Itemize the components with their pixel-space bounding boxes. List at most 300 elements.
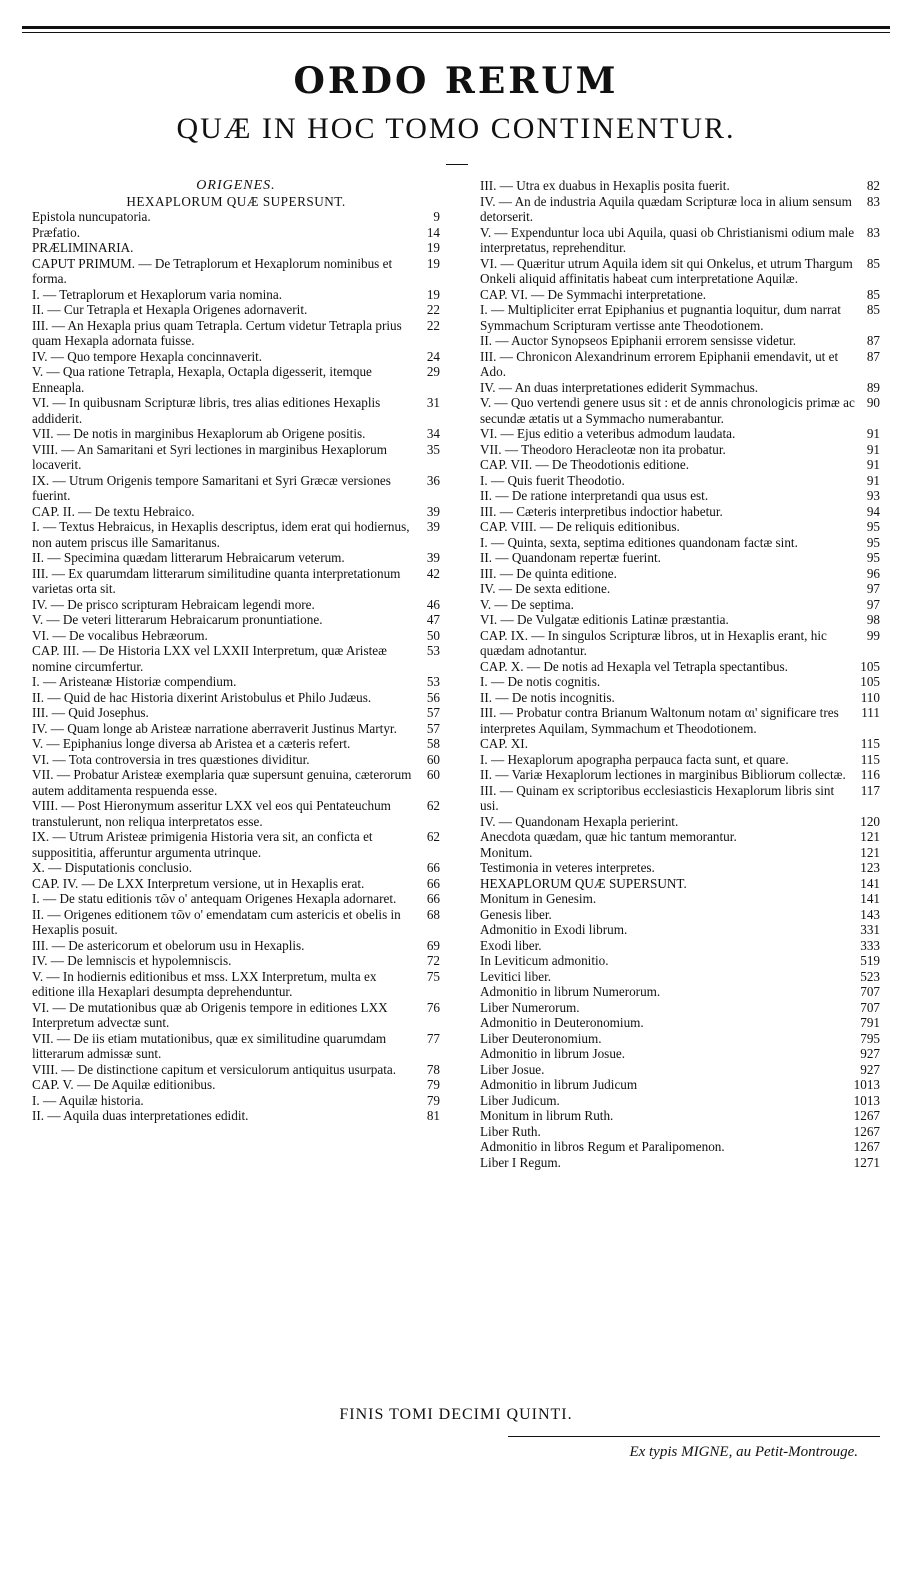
toc-entry-text: VIII. — An Samaritani et Syri lectiones in marginibus Hexaplorum locaverit.	[32, 441, 388, 472]
toc-entry	[480, 845, 880, 861]
toc-page-number: 116	[860, 767, 880, 782]
toc-entry-text: CAPUT PRIMUM. — De Tetraplorum et Hexaplorum nominibus et forma.	[32, 255, 393, 286]
toc-entry-text: Admonitio in librum Numerorum.	[480, 984, 661, 999]
toc-entry	[480, 984, 880, 1000]
toc-entry	[32, 736, 440, 752]
toc-entry-text: HEXAPLORUM QUÆ SUPERSUNT.	[480, 875, 687, 891]
toc-page-number: 62	[426, 829, 440, 844]
toc-entry	[32, 798, 440, 829]
toc-page-number: 121	[860, 844, 880, 860]
toc-entry-text: Admonitio in Deuteronomium.	[480, 1015, 644, 1030]
toc-page-number: 82	[866, 178, 880, 193]
toc-entry	[480, 922, 880, 938]
toc-entry-text: ORIGENES.	[196, 178, 276, 193]
toc-entry-text: Liber Deuteronomium.	[480, 1030, 602, 1046]
toc-entry	[480, 519, 880, 535]
toc-entry-text: II. — Aquila duas interpretationes edidit.	[32, 1108, 249, 1123]
toc-entry	[480, 1155, 880, 1171]
toc-page-number: 35	[426, 441, 440, 457]
toc-entry-text: V. — Quo vertendi genere usus sit : et de annis chronologicis primæ ac secundæ ætatis ut a Symmacho numerabantur.	[480, 395, 855, 426]
toc-entry-text: V. — Epiphanius longe diversa ab Aristea et a cæteris refert.	[32, 736, 351, 751]
toc-page-number: 83	[866, 224, 880, 240]
toc-page-number: 1013	[853, 1077, 880, 1092]
toc-page-number: 83	[866, 193, 880, 209]
toc-entry	[32, 597, 440, 613]
toc-entry-text: Exodi liber.	[480, 937, 542, 953]
toc-page-number: 707	[860, 999, 880, 1015]
toc-page-number: 115	[860, 736, 880, 751]
toc-page-number: 24	[426, 348, 440, 364]
toc-page-number: 81	[426, 1108, 440, 1123]
toc-page-number: 120	[860, 813, 880, 829]
toc-entry	[480, 1062, 880, 1078]
toc-entry	[480, 1000, 880, 1016]
toc-entry-text: Admonitio in librum Judicum	[480, 1077, 638, 1092]
toc-page-number: 85	[866, 286, 880, 302]
toc-entry	[32, 1077, 440, 1093]
toc-page-number: 31	[426, 395, 440, 410]
toc-entry-text: I. — Quinta, sexta, septima editiones quandonam factæ sint.	[480, 534, 798, 550]
toc-page-number: 523	[860, 968, 880, 984]
toc-entry-text: IX. — Utrum Aristeæ primigenia Historia vera sit, an conficta et supposititia, afferuntur argumenta utrinque.	[32, 829, 373, 860]
toc-page-number: 60	[426, 751, 440, 767]
toc-entry-text: HEXAPLORUM QUÆ SUPERSUNT.	[126, 193, 346, 209]
toc-entry	[480, 907, 880, 923]
toc-entry-text: CAP. X. — De notis ad Hexapla vel Tetrapla spectantibus.	[480, 658, 788, 674]
toc-page-number: 90	[866, 395, 880, 410]
toc-entry-text: VI. — Ejus editio a veteribus admodum laudata.	[480, 426, 736, 441]
toc-entry-text: I. — Textus Hebraicus, in Hexaplis descriptus, idem erat qui hodiernus, non autem priscus ille Samaritanus.	[32, 519, 410, 550]
toc-page-number: 57	[426, 720, 440, 736]
toc-entry	[480, 1077, 880, 1093]
toc-entry-text: Epistola nuncupatoria.	[32, 209, 151, 224]
toc-page-number: 1271	[853, 1154, 880, 1170]
toc-page-number: 19	[426, 255, 440, 271]
toc-page-number: 96	[866, 565, 880, 581]
toc-page-number: 117	[860, 782, 880, 798]
printer-imprint: Ex typis MIGNE, au Petit-Montrouge.	[629, 1444, 858, 1460]
toc-entry-text: III. — Quid Josephus.	[32, 705, 149, 720]
toc-page-number: 97	[866, 596, 880, 612]
toc-entry-text: V. — De septima.	[480, 596, 574, 612]
toc-entry	[32, 674, 440, 690]
toc-entry	[32, 302, 440, 318]
toc-entry	[480, 535, 880, 551]
toc-entry	[32, 395, 440, 426]
toc-entry-text: II. — Cur Tetrapla et Hexapla Origenes adornaverit.	[32, 302, 308, 317]
toc-entry	[480, 690, 880, 706]
toc-page-number: 39	[426, 519, 440, 534]
toc-entry-text: V. — In hodiernis editionibus et mss. LXX Interpretum, multa ex editione illa Hexaplari desumpta deprehenduntur.	[32, 968, 377, 999]
toc-entry	[32, 1062, 440, 1078]
toc-entry-text: CAP. VI. — De Symmachi interpretatione.	[480, 286, 707, 302]
toc-page-number: 79	[426, 1092, 440, 1108]
toc-page-number: 141	[860, 891, 880, 906]
toc-entry-text: VI. — De vocalibus Hebræorum.	[32, 627, 208, 643]
toc-entry	[480, 814, 880, 830]
toc-entry	[32, 628, 440, 644]
toc-entry	[480, 705, 880, 736]
toc-page-number: 87	[866, 348, 880, 364]
toc-entry-text: VI. — Quæritur utrum Aquila idem sit qui Onkelus, et utrum Thargum Onkeli aliquid affinitatis habeat cum interpretatione Aquilæ.	[480, 255, 853, 286]
toc-entry	[480, 504, 880, 520]
toc-entry-text: IV. — An duas interpretationes ediderit Symmachus.	[480, 379, 759, 395]
toc-page-number: 19	[426, 286, 440, 302]
toc-entry-text: CAP. III. — De Historia LXX vel LXXII Interpretum, quæ Aristeæ nomine circumfertur.	[32, 643, 387, 674]
toc-page-number: 791	[860, 1015, 880, 1030]
toc-entry-text: II. — Variæ Hexaplorum lectiones in marginibus Bibliorum collectæ.	[480, 767, 846, 782]
toc-entry-text: I. — Hexaplorum apographa perpauca facta sunt, et quare.	[480, 751, 789, 767]
toc-entry	[480, 488, 880, 504]
toc-entry	[32, 256, 440, 287]
toc-entry-text: CAP. VIII. — De reliquis editionibus.	[480, 519, 680, 534]
toc-page-number: 69	[426, 937, 440, 953]
toc-entry-text: CAP. V. — De Aquilæ editionibus.	[32, 1077, 216, 1092]
toc-entry-text: VIII. — Post Hieronymum asseritur LXX vel eos qui Pentateuchum transtulerunt, non reliqua interpretatos esse.	[32, 798, 391, 829]
toc-entry	[32, 225, 440, 241]
toc-entry-text: CAP. IV. — De LXX Interpretum versione, ut in Hexaplis erat.	[32, 875, 365, 891]
toc-entry-text: In Leviticum admonitio.	[480, 953, 609, 968]
toc-entry	[32, 1031, 440, 1062]
toc-entry-text: Testimonia in veteres interpretes.	[480, 860, 655, 875]
toc-page-number: 98	[866, 612, 880, 627]
toc-entry-text: IV. — Quam longe ab Aristeæ narratione aberraverit Justinus Martyr.	[32, 720, 397, 736]
toc-page-number: 22	[426, 317, 440, 333]
toc-entry	[32, 1000, 440, 1031]
toc-entry	[480, 1124, 880, 1140]
toc-entry-text: II. — De ratione interpretandi qua usus est.	[480, 488, 709, 503]
toc-entry	[480, 1046, 880, 1062]
toc-page-number: 66	[426, 875, 440, 891]
toc-entry-text: CAP. VII. — De Theodotionis editione.	[480, 457, 690, 472]
toc-entry	[480, 752, 880, 768]
toc-entry-text: IV. — De prisco scripturam Hebraicam legendi more.	[32, 596, 315, 612]
toc-page-number: 111	[861, 705, 880, 720]
toc-entry	[480, 767, 880, 783]
toc-page-number: 105	[860, 674, 880, 689]
toc-page-number: 93	[866, 488, 880, 503]
toc-page-number: 34	[426, 426, 440, 441]
toc-entry-text: Levitici liber.	[480, 968, 552, 984]
toc-page-number: 110	[860, 689, 880, 705]
toc-entry	[32, 473, 440, 504]
toc-page-number: 66	[426, 891, 440, 906]
toc-page-number: 19	[426, 240, 440, 255]
toc-entry-text: VII. — Probatur Aristeæ exemplaria quæ supersunt genuina, cæterorum autem additamenta respuenda esse.	[32, 767, 412, 798]
toc-entry	[32, 690, 440, 706]
toc-entry	[32, 364, 440, 395]
toc-entry-text: IV. — De sexta editione.	[480, 581, 611, 596]
toc-page-number: 85	[866, 302, 880, 317]
toc-entry	[480, 1031, 880, 1047]
toc-entry	[32, 287, 440, 303]
toc-entry	[480, 612, 880, 628]
toc-entry-text: III. — Ex quarumdam litterarum similitudine quanta interpretationum varietas orta sit.	[32, 565, 401, 596]
toc-entry	[32, 442, 440, 473]
toc-entry	[32, 891, 440, 907]
toc-entry	[480, 969, 880, 985]
toc-entry	[480, 829, 880, 845]
toc-page-number: 95	[866, 550, 880, 565]
toc-entry	[480, 1139, 880, 1155]
toc-entry-text: Genesis liber.	[480, 906, 552, 922]
toc-page-number: 1267	[853, 1108, 880, 1123]
toc-entry	[480, 225, 880, 256]
toc-entry-text: V. — Expenduntur loca ubi Aquila, quasi ob Christianismi odium male interpretatus, reprehenditur.	[480, 224, 855, 255]
toc-entry	[32, 178, 440, 194]
toc-entry	[480, 550, 880, 566]
toc-entry-text: II. — Quid de hac Historia dixerint Aristobulus et Philo Judæus.	[32, 689, 372, 705]
toc-page-number: 105	[860, 658, 880, 674]
toc-entry	[32, 318, 440, 349]
toc-entry	[32, 426, 440, 442]
toc-entry	[480, 178, 880, 194]
toc-entry-text: Monitum in Genesim.	[480, 891, 597, 906]
toc-entry-text: I. — De notis cognitis.	[480, 674, 601, 689]
toc-entry	[32, 876, 440, 892]
toc-page-number: 39	[426, 550, 440, 565]
toc-page-number: 121	[860, 829, 880, 844]
toc-entry-text: Anecdota quædam, quæ hic tantum memorantur.	[480, 829, 737, 844]
toc-page-number: 927	[860, 1046, 880, 1061]
toc-page-number: 72	[426, 953, 440, 968]
toc-page-number: 331	[860, 922, 880, 937]
toc-page-number: 22	[426, 302, 440, 317]
toc-page-number: 47	[426, 612, 440, 627]
toc-entry-text: VI. — De mutationibus quæ ab Origenis tempore in editiones LXX Interpretum advectæ sunt.	[32, 999, 388, 1030]
toc-page-number: 56	[426, 689, 440, 705]
toc-entry-text: Liber Ruth.	[480, 1123, 541, 1139]
toc-entry	[32, 767, 440, 798]
toc-page-number: 60	[426, 767, 440, 782]
toc-entry	[480, 674, 880, 690]
toc-entry	[32, 938, 440, 954]
toc-entry-text: VI. — De Vulgatæ editionis Latinæ præstantia.	[480, 612, 729, 627]
toc-entry	[480, 256, 880, 287]
toc-entry	[480, 783, 880, 814]
toc-entry	[480, 628, 880, 659]
toc-entry	[480, 938, 880, 954]
toc-entry	[32, 829, 440, 860]
toc-page-number: 57	[426, 705, 440, 720]
toc-entry-text: III. — Chronicon Alexandrinum errorem Epiphanii emendavit, ut et Ado.	[480, 348, 839, 379]
toc-entry-text: VI. — In quibusnam Scripturæ libris, tres alias editiones Hexaplis addiderit.	[32, 395, 381, 426]
toc-entry	[480, 380, 880, 396]
toc-entry-text: IV. — Quandonam Hexapla perierint.	[480, 813, 679, 829]
toc-page-number: 78	[426, 1061, 440, 1077]
top-thin-rule	[22, 32, 890, 33]
toc-page-number: 91	[866, 472, 880, 488]
toc-entry-text: III. — Probatur contra Brianum Waltonum notam αι' significare tres interpretes Aquilam, Symmachum et Theodotionem.	[480, 705, 839, 736]
toc-page-number: 927	[860, 1061, 880, 1077]
toc-page-number: 123	[860, 860, 880, 875]
toc-entry	[32, 240, 440, 256]
toc-entry-text: Admonitio in libros Regum et Paralipomenon.	[480, 1139, 725, 1154]
toc-entry	[480, 1093, 880, 1109]
toc-entry	[480, 876, 880, 892]
toc-page-number: 91	[866, 441, 880, 457]
toc-page-number: 141	[860, 875, 880, 891]
toc-entry	[480, 597, 880, 613]
finis-line: FINIS TOMI DECIMI QUINTI.	[339, 1406, 573, 1423]
toc-page-number: 87	[866, 333, 880, 348]
toc-page-number: 795	[860, 1030, 880, 1046]
toc-page-number: 1267	[853, 1139, 880, 1154]
toc-page-number: 91	[866, 457, 880, 472]
toc-page-number: 42	[426, 565, 440, 581]
toc-page-number: 94	[866, 503, 880, 519]
toc-entry-text: VIII. — De distinctione capitum et versiculorum antiquitus usurpata.	[32, 1061, 397, 1077]
toc-entry-text: I. — Aristeanæ Historiæ compendium.	[32, 674, 237, 689]
toc-entry-text: II. — Auctor Synopseos Epiphanii errorem sensisse videtur.	[480, 333, 797, 348]
toc-entry-text: II. — Quandonam repertæ fuerint.	[480, 550, 661, 565]
toc-entry	[480, 457, 880, 473]
toc-entry	[480, 736, 880, 752]
toc-entry	[32, 705, 440, 721]
toc-entry	[32, 953, 440, 969]
toc-page-number: 91	[866, 426, 880, 441]
toc-entry	[480, 194, 880, 225]
toc-entry	[32, 209, 440, 225]
toc-page-number: 115	[860, 751, 880, 767]
toc-entry	[480, 442, 880, 458]
toc-page-number: 76	[426, 999, 440, 1015]
toc-page-number: 85	[866, 255, 880, 271]
toc-entry-text: Liber I Regum.	[480, 1154, 561, 1170]
toc-entry-text: V. — Qua ratione Tetrapla, Hexapla, Octapla digesserit, itemque Enneapla.	[32, 364, 372, 395]
toc-page-number: 95	[866, 519, 880, 534]
toc-entry-text: VII. — De notis in marginibus Hexaplorum ab Origene positis.	[32, 426, 366, 441]
toc-entry-text: CAP. IX. — In singulos Scripturæ libros, ut in Hexaplis erant, hic quædam adnotantur.	[480, 627, 827, 658]
toc-entry	[32, 860, 440, 876]
toc-entry	[32, 752, 440, 768]
toc-page-number: 39	[426, 503, 440, 519]
toc-page-number: 1267	[853, 1123, 880, 1139]
toc-entry	[480, 302, 880, 333]
toc-entry-text: III. — De quinta editione.	[480, 565, 617, 581]
toc-entry-text: I. — Quis fuerit Theodotio.	[480, 472, 625, 488]
toc-entry	[480, 566, 880, 582]
toc-entry	[32, 907, 440, 938]
toc-entry-text: Admonitio in Exodi librum.	[480, 922, 628, 937]
toc-entry	[480, 891, 880, 907]
toc-page-number: 333	[860, 937, 880, 953]
toc-entry-text: IV. — An de industria Aquila quædam Scripturæ loca in alium sensum detorserit.	[480, 193, 852, 224]
toc-page-number: 97	[866, 581, 880, 596]
toc-page-number: 77	[426, 1030, 440, 1046]
toc-entry	[480, 581, 880, 597]
toc-entry	[480, 659, 880, 675]
toc-entry	[480, 287, 880, 303]
toc-entry	[32, 566, 440, 597]
toc-entry-text: VII. — Theodoro Heracleotæ non ita probatur.	[480, 441, 726, 457]
toc-entry	[32, 519, 440, 550]
toc-entry-text: Monitum.	[480, 844, 533, 860]
toc-page-number: 66	[426, 860, 440, 875]
toc-entry	[32, 969, 440, 1000]
title-divider	[446, 164, 468, 165]
toc-entry-text: III. — An Hexapla prius quam Tetrapla. Certum videtur Tetrapla prius quam Hexapla adornata fuisse.	[32, 317, 402, 348]
toc-entry-text: III. — Quinam ex scriptoribus ecclesiasticis Hexaplorum libris sint usi.	[480, 782, 835, 813]
toc-entry	[480, 395, 880, 426]
toc-entry	[480, 1015, 880, 1031]
toc-entry-text: Liber Josue.	[480, 1061, 545, 1077]
toc-entry-text: IX. — Utrum Origenis tempore Samaritani et Syri Græcæ versiones fuerint.	[32, 472, 391, 503]
toc-page-number: 79	[426, 1077, 440, 1092]
toc-page-number: 75	[426, 968, 440, 984]
toc-entry-text: Liber Numerorum.	[480, 999, 580, 1015]
toc-entry-text: I. — Aquilæ historia.	[32, 1092, 144, 1108]
toc-entry-text: Monitum in librum Ruth.	[480, 1108, 614, 1123]
toc-entry-text: X. — Disputationis conclusio.	[32, 860, 193, 875]
toc-entry	[32, 1108, 440, 1124]
toc-entry	[480, 333, 880, 349]
toc-entry-text: V. — De veteri litterarum Hebraicarum pronuntiatione.	[32, 612, 323, 627]
toc-page-number: 46	[426, 596, 440, 612]
imprint-rule	[508, 1436, 880, 1437]
toc-page-number: 707	[860, 984, 880, 999]
contents-left-column	[32, 178, 440, 1124]
toc-page-number: 9	[433, 209, 440, 224]
toc-page-number: 50	[426, 627, 440, 643]
toc-entry-text: III. — Utra ex duabus in Hexaplis posita fuerit.	[480, 178, 730, 193]
toc-entry-text: I. — Tetraplorum et Hexaplorum varia nomina.	[32, 286, 283, 302]
toc-page-number: 14	[426, 224, 440, 240]
toc-entry	[32, 550, 440, 566]
toc-page-number: 519	[860, 953, 880, 968]
toc-entry	[32, 643, 440, 674]
toc-page-number: 53	[426, 643, 440, 658]
toc-entry-text: Liber Judicum.	[480, 1092, 560, 1108]
toc-entry-text: IV. — De lemniscis et hypolemniscis.	[32, 953, 232, 968]
toc-entry	[480, 1108, 880, 1124]
toc-entry-text: I. — De statu editionis τῶν ο' antequam Origenes Hexapla adornaret.	[32, 891, 397, 906]
toc-entry	[32, 504, 440, 520]
toc-entry	[32, 721, 440, 737]
toc-entry-text: III. — Cæteris interpretibus indoctior habetur.	[480, 503, 723, 519]
toc-entry-text: VI. — Tota controversia in tres quæstiones dividitur.	[32, 751, 310, 767]
toc-entry-text: II. — De notis incognitis.	[480, 689, 615, 705]
toc-entry	[32, 612, 440, 628]
toc-page-number: 29	[426, 364, 440, 379]
toc-entry-text: VII. — De iis etiam mutationibus, quæ ex similitudine quarumdam litterarum admissæ sunt.	[32, 1030, 387, 1061]
toc-page-number: 1013	[853, 1092, 880, 1108]
toc-entry	[32, 349, 440, 365]
toc-entry-text: IV. — Quo tempore Hexapla concinnaverit.	[32, 348, 263, 364]
toc-page-number: 68	[426, 906, 440, 922]
toc-entry	[480, 473, 880, 489]
toc-entry-text: CAP. XI.	[480, 736, 528, 751]
toc-entry-text: Admonitio in librum Josue.	[480, 1046, 626, 1061]
toc-entry-text: II. — Origenes editionem τῶν ο' emendatam cum astericis et obelis in Hexaplis posuit.	[32, 906, 401, 937]
top-double-rule	[22, 26, 890, 29]
toc-entry	[480, 426, 880, 442]
page-subtitle: QUÆ IN HOC TOMO CONTINENTUR.	[176, 112, 736, 145]
toc-entry	[480, 349, 880, 380]
toc-entry	[32, 1093, 440, 1109]
toc-page-number: 53	[426, 674, 440, 689]
toc-entry-text: III. — De astericorum et obelorum usu in Hexaplis.	[32, 937, 305, 953]
toc-entry-text: CAP. II. — De textu Hebraico.	[32, 503, 195, 519]
toc-page-number: 62	[426, 798, 440, 813]
toc-page-number: 36	[426, 472, 440, 488]
toc-page-number: 89	[866, 379, 880, 395]
contents-right-column	[480, 178, 880, 1170]
toc-entry-text: PRÆLIMINARIA.	[32, 240, 134, 255]
toc-entry	[480, 860, 880, 876]
toc-page-number: 99	[866, 627, 880, 643]
toc-entry	[480, 953, 880, 969]
